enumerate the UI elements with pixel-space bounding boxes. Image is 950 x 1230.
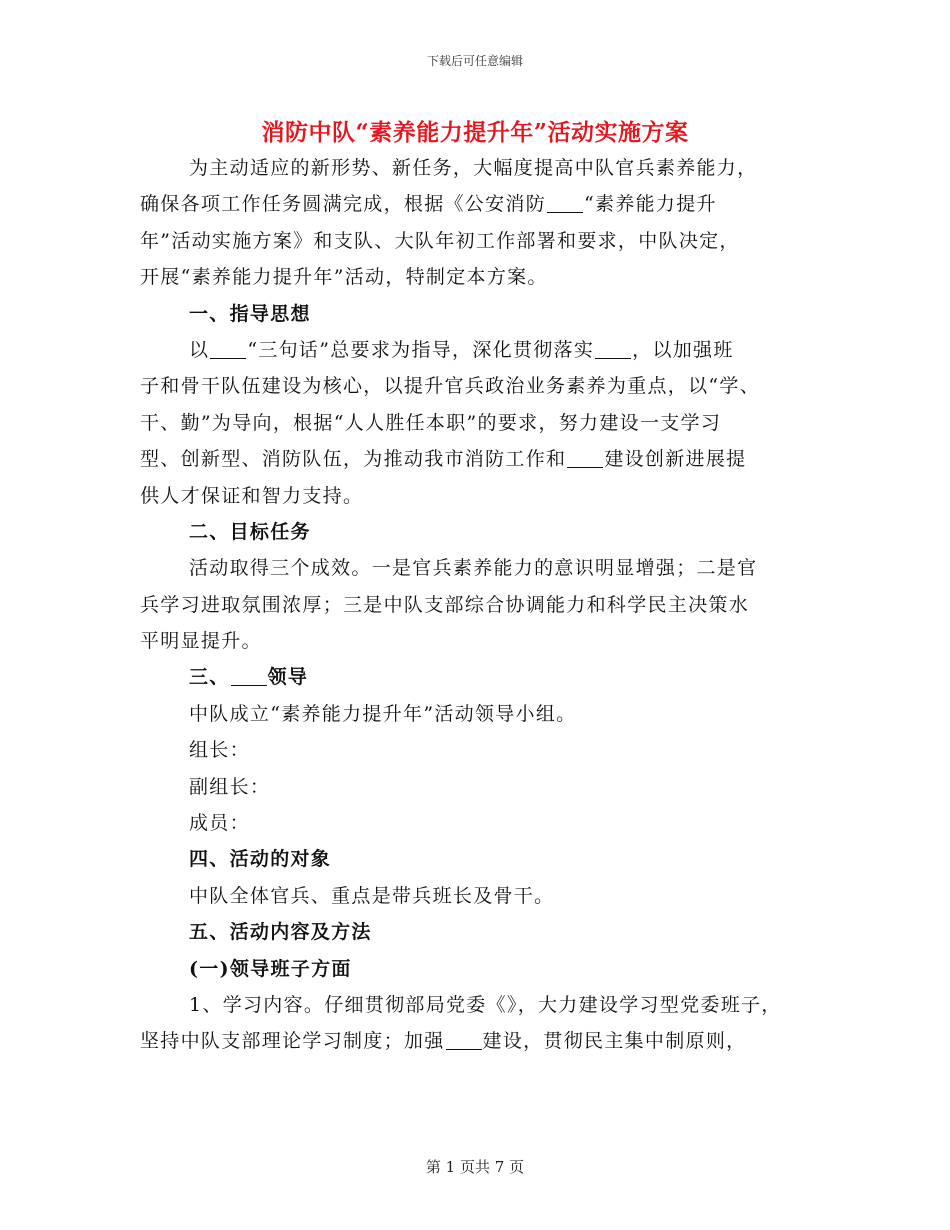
paragraph-line: 兵学习进取氛围浓厚；三是中队支部综合协调能力和科学民主决策水	[140, 593, 750, 616]
document-title: 消防中队“素养能力提升年”活动实施方案	[261, 119, 689, 146]
fill-blank	[595, 336, 631, 359]
fill-blank	[446, 1027, 482, 1050]
fill-blank	[547, 190, 583, 213]
paragraph-line: 成员：	[189, 812, 250, 835]
paragraph-line: 子和骨干队伍建设为核心，以提升官兵政治业务素养为重点，以“学、	[140, 375, 761, 398]
paragraph-line: 组长：	[189, 739, 250, 762]
paragraph-line: 坚持中队支部理论学习制度；加强 建设，贯彻民主集中制原则，	[140, 1023, 820, 1059]
page-header: 下载后可任意编辑	[426, 54, 523, 68]
paragraph-line: 平明显提升。	[140, 630, 262, 653]
paragraph-line: 开展“素养能力提升年”活动，特制定本方案。	[140, 266, 548, 289]
paragraph-line: 供人才保证和智力支持。	[140, 484, 364, 507]
paragraph-line: 1、学习内容。仔细贯彻部局党委《》，大力建设学习型党委班子，	[189, 993, 782, 1016]
paragraph-line: 确保各项工作任务圆满完成，根据《公安消防 “素养能力提升	[140, 186, 820, 222]
section-heading-2: 二、目标任务	[189, 520, 311, 543]
fill-blank	[567, 445, 603, 468]
fill-blank	[231, 663, 267, 686]
section-heading-4: 四、活动的对象	[189, 848, 332, 871]
page-footer: 第 1 页共 7 页	[425, 1158, 525, 1176]
subsection-heading: (一)领导班子方面	[189, 957, 352, 980]
fill-blank	[210, 336, 246, 359]
paragraph-line: 副组长：	[189, 775, 271, 798]
paragraph-line: 活动取得三个成效。一是官兵素养能力的意识明显增强；二是官	[189, 557, 758, 580]
paragraph-line: 年”活动实施方案》和支队、大队年初工作部署和要求，中队决定，	[140, 229, 740, 252]
paragraph-line: 干、勤”为导向，根据“人人胜任本职”的要求，努力建设一支学习	[140, 411, 722, 434]
paragraph-line: 以 “三句话”总要求为指导，深化贯彻落实 ，以加强班	[140, 332, 820, 368]
section-heading-5: 五、活动内容及方法	[189, 921, 372, 944]
paragraph-line: 为主动适应的新形势、新任务，大幅度提高中队官兵素养能力，	[189, 157, 758, 179]
paragraph-line: 中队成立“素养能力提升年”活动领导小组。	[189, 702, 577, 725]
section-heading-3: 三、 领导	[140, 659, 820, 695]
paragraph-line: 中队全体官兵、重点是带兵班长及骨干。	[189, 884, 555, 907]
paragraph-line: 型、创新型、消防队伍，为推动我市消防工作和 建设创新进展提	[140, 441, 820, 477]
document-body	[140, 150, 820, 1060]
section-heading-1: 一、指导思想	[189, 302, 311, 325]
